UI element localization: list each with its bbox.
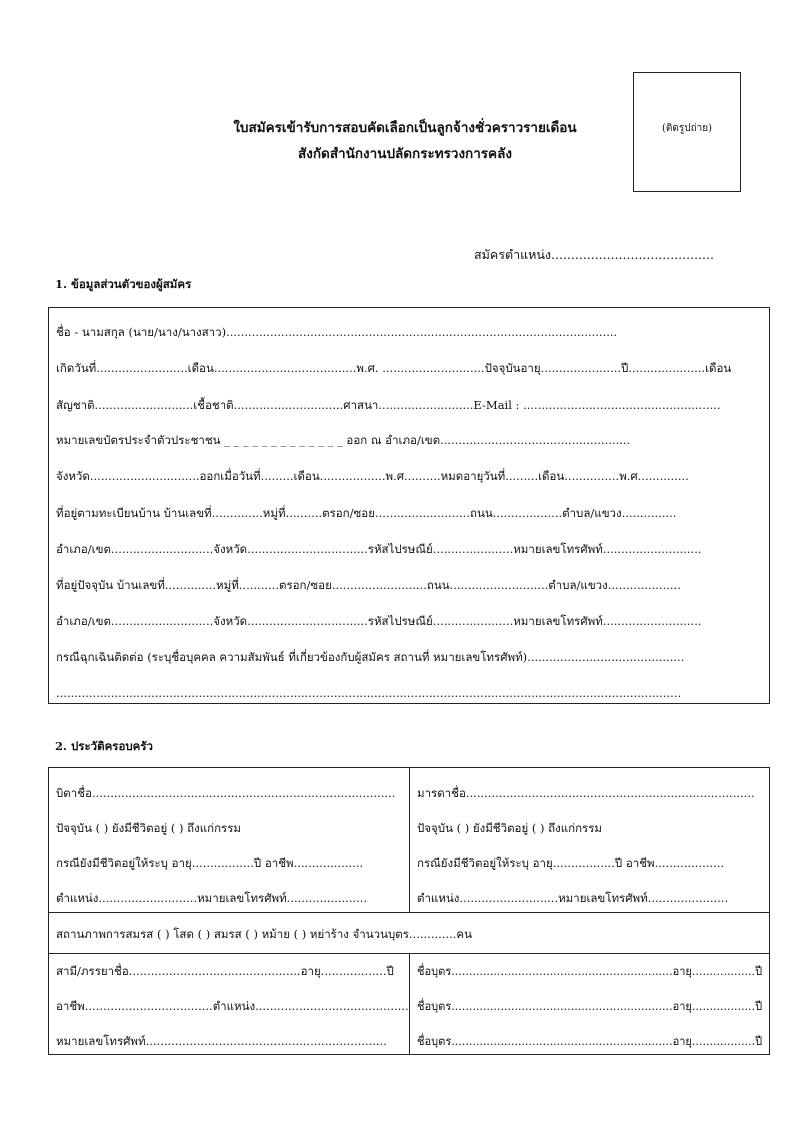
form-title-line1: ใบสมัครเข้ารับการสอบคัดเลือกเป็นลูกจ้างชั่วคราวรายเดือน <box>233 120 577 136</box>
field-id-card-dates[interactable]: จังหวัด..............................ออกเมื่อวันที่.........เดือน..................พ.ศ..........หมดอายุวันที่.........เดือน...............พ.ศ.............. <box>56 469 689 483</box>
field-emergency-contact-cont[interactable]: ........................................................................................................................................................................... <box>56 686 682 700</box>
field-registered-address[interactable]: ที่อยู่ตามทะเบียนบ้าน บ้านเลขที่..............หมู่ที่..........ตรอก/ซอย..........................ถนน...................ตำบล/แขวง............... <box>56 506 677 520</box>
mother-name[interactable]: มารดาชื่อ............................................................................... <box>417 786 755 800</box>
child-2[interactable]: ชื่อบุตร...............................................................อายุ..................ปี <box>417 999 763 1013</box>
parents-divider <box>409 767 410 912</box>
father-name[interactable]: บิดาชื่อ................................................................................... <box>56 786 396 800</box>
spouse-phone[interactable]: หมายเลขโทรศัพท์.................................................................. <box>56 1034 387 1048</box>
spouse-occupation[interactable]: อาชีพ...................................ตำแหน่ง.......................................... <box>56 999 409 1013</box>
photo-label: (ติดรูปถ่าย) <box>661 123 713 134</box>
child-3[interactable]: ชื่อบุตร...............................................................อายุ..................ปี <box>417 1034 763 1048</box>
mother-position-phone[interactable]: ตำแหน่ง...........................หมายเลขโทรศัพท์...................... <box>417 891 729 905</box>
father-age-occupation[interactable]: กรณียังมีชีวิตอยู่ให้ระบุ อายุ.................ปี อาชีพ................... <box>56 856 364 870</box>
field-emergency-contact[interactable]: กรณีฉุกเฉินติดต่อ (ระบุชื่อบุคคล ความสัมพันธ์ ที่เกี่ยวข้องกับผู้สมัคร สถานที่ หมายเลขโทรศัพท์)........................................... <box>56 650 685 664</box>
field-birthdate-age[interactable]: เกิดวันที่.........................เดือน.......................................พ.ศ. ............................ปัจจุบันอายุ......................ปี.....................เดือน <box>56 361 732 375</box>
spouse-divider <box>409 953 410 1055</box>
position-field[interactable]: สมัครตำแหน่ง......................................... <box>474 247 714 262</box>
child-1[interactable]: ชื่อบุตร...............................................................อายุ..................ปี <box>417 964 763 978</box>
form-title-line2: สังกัดสำนักงานปลัดกระทรวงการคลัง <box>298 146 512 162</box>
father-position-phone[interactable]: ตำแหน่ง...........................หมายเลขโทรศัพท์...................... <box>56 891 368 905</box>
field-registered-district[interactable]: อำเภอ/เขต............................จังหวัด.................................รหัสไปรษณีย์......................หมายเลขโทรศัพท์........................... <box>56 542 702 556</box>
field-nationality[interactable]: สัญชาติ...........................เชื้อชาติ..............................ศาสนา..........................E-Mail : ...................................................... <box>56 398 721 412</box>
field-current-district[interactable]: อำเภอ/เขต............................จังหวัด.................................รหัสไปรษณีย์......................หมายเลขโทรศัพท์........................... <box>56 614 702 628</box>
father-status[interactable]: ปัจจุบัน ( ) ยังมีชีวิตอยู่ ( ) ถึงแก่กรรม <box>56 821 241 835</box>
field-id-card[interactable]: หมายเลขบัตรประจำตัวประชาชน _ _ _ _ _ _ _ _ _ _ _ _ _ ออก ณ อำเภอ/เขต.................................................... <box>56 433 631 447</box>
marital-top-rule <box>48 912 770 913</box>
field-fullname[interactable]: ชื่อ - นามสกุล (นาย/นาง/นางสาว)........................................................................................................... <box>56 325 618 339</box>
field-current-address[interactable]: ที่อยู่ปัจจุบัน บ้านเลขที่..............หมู่ที่...........ตรอก/ซอย..........................ถนน...........................ตำบล/แขวง.................... <box>56 578 681 592</box>
section2-heading: 2. ประวัติครอบครัว <box>55 739 153 753</box>
spouse-name-age[interactable]: สามี/ภรรยาชื่อ...............................................อายุ..................ปี <box>56 964 394 978</box>
mother-age-occupation[interactable]: กรณียังมีชีวิตอยู่ให้ระบุ อายุ.................ปี อาชีพ................... <box>417 856 725 870</box>
section1-heading: 1. ข้อมูลส่วนตัวของผู้สมัคร <box>55 277 192 291</box>
marital-status[interactable]: สถานภาพการสมรส ( ) โสด ( ) สมรส ( ) หม้าย ( ) หย่าร้าง จำนวนบุตร.............คน <box>56 927 472 941</box>
mother-status[interactable]: ปัจจุบัน ( ) ยังมีชีวิตอยู่ ( ) ถึงแก่กรรม <box>417 821 602 835</box>
